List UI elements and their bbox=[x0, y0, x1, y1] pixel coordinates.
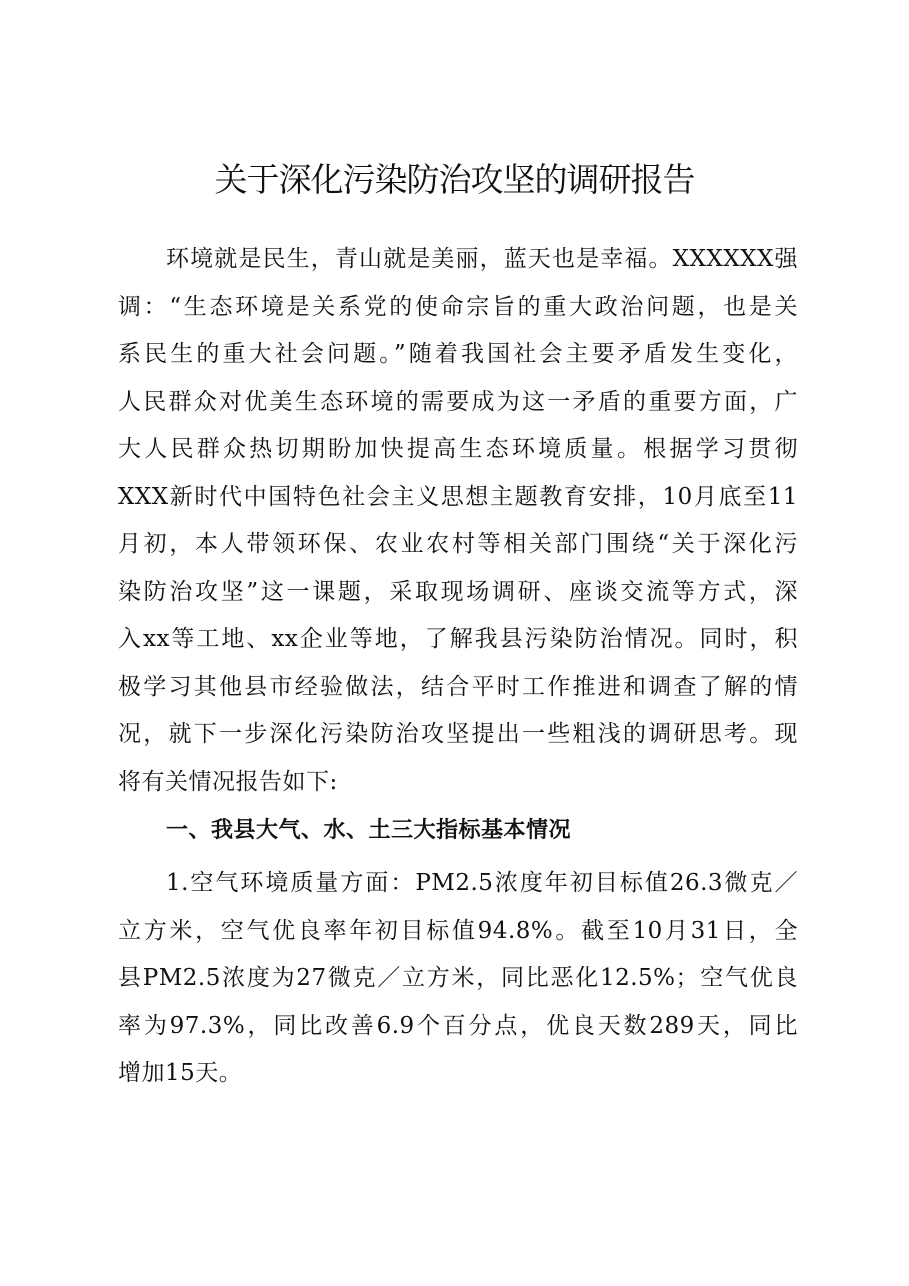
text-line: 染防治攻坚”这一课题，采取现场调研、座谈交流等方式，深 bbox=[118, 578, 798, 605]
text-line: 大人民群众热切期盼加快提高生态环境质量。根据学习贯彻 bbox=[118, 436, 798, 462]
text-line: 况，就下一步深化污染防治攻坚提出一些粗浅的调研思考。现 bbox=[118, 721, 798, 747]
text-line: 调：“生态环境是关系党的使命宗旨的重大政治问题，也是关 bbox=[118, 293, 798, 320]
text-line: 1.空气环境质量方面：PM2.5浓度年初目标值26.3微克／ bbox=[166, 870, 798, 896]
section-heading-text: 一、我县大气、水、土三大指标基本情况 bbox=[166, 818, 572, 843]
text-line: 极学习其他县市经验做法，结合平时工作推进和调查了解的情 bbox=[118, 673, 798, 700]
text-line: 人民群众对优美生态环境的需要成为这一矛盾的重要方面，广 bbox=[118, 388, 798, 415]
intro-paragraph bbox=[118, 236, 798, 806]
text-line: 将有关情况报告如下: bbox=[118, 768, 338, 795]
air-quality-paragraph bbox=[118, 860, 798, 1098]
text-line: 系民生的重大社会问题。”随着我国社会主要矛盾发生变化， bbox=[118, 341, 798, 367]
text-line: 环境就是民生，青山就是美丽，蓝天也是幸福。XXXXXX强 bbox=[166, 246, 798, 272]
text-line: 县PM2.5浓度为27微克／立方米，同比恶化12.5%；空气优良 bbox=[118, 965, 798, 991]
text-line: 增加15天。 bbox=[118, 1060, 243, 1086]
section-heading bbox=[118, 807, 798, 855]
text-line: 率为97.3%，同比改善6.9个百分点，优良天数289天，同比 bbox=[118, 1012, 798, 1039]
text-line: 立方米，空气优良率年初目标值94.8%。截至10月31日，全 bbox=[118, 917, 798, 944]
text-line: 入xx等工地、xx企业等地，了解我县污染防治情况。同时，积 bbox=[118, 626, 798, 652]
document-title: 关于深化污染防治攻坚的调研报告 bbox=[214, 160, 695, 199]
text-line: XXX新时代中国特色社会主义思想主题教育安排，10月底至11 bbox=[118, 483, 798, 510]
text-line: 月初，本人带领环保、农业农村等相关部门围绕“关于深化污 bbox=[118, 531, 798, 557]
